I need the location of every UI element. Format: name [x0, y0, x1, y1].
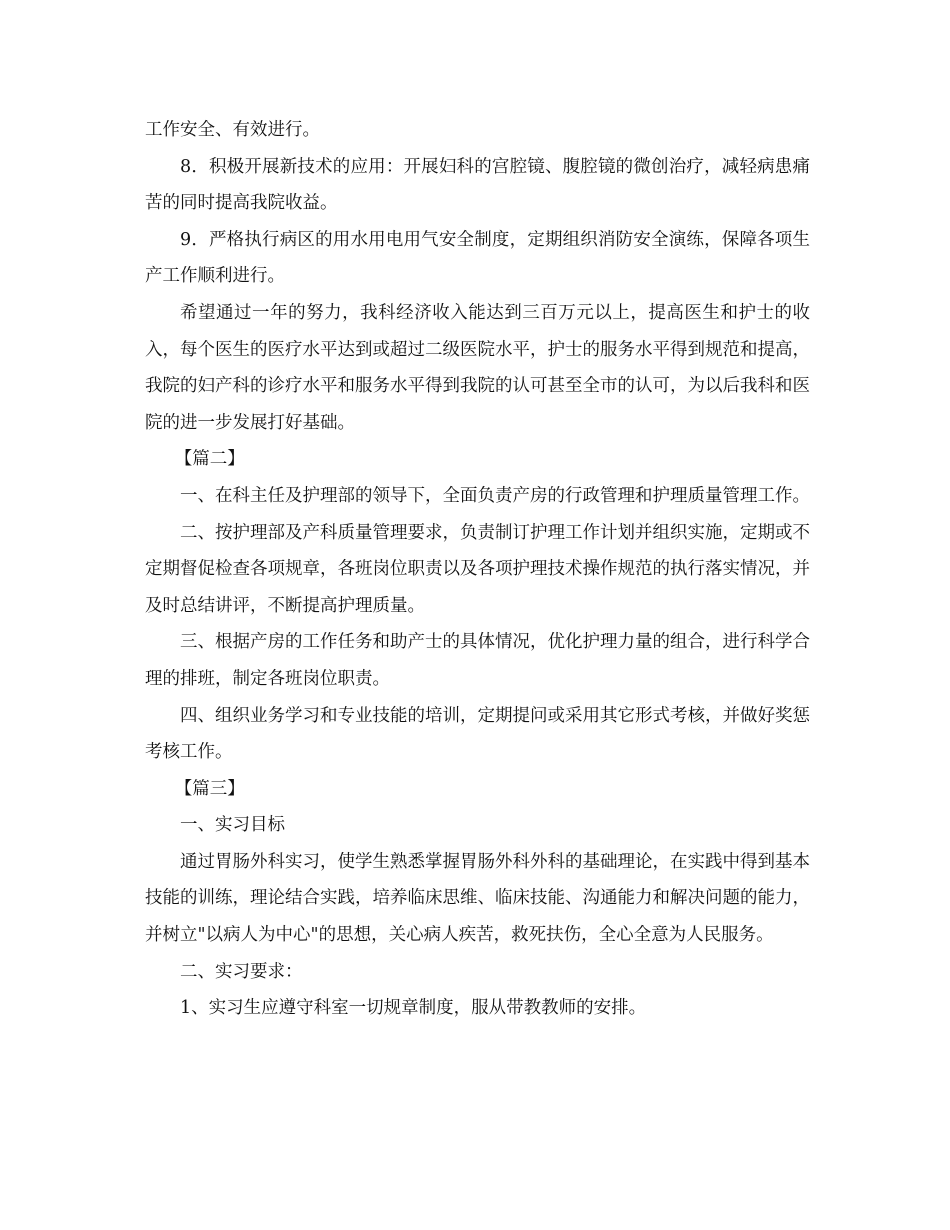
- document-body: [145, 112, 810, 1027]
- paragraph-internship-goal: 通过胃肠外科实习，使学生熟悉掌握胃肠外科外科的基础理论，在实践中得到基本技能的训练，理论结合实践，培养临床思维、临床技能、沟通能力和解决问题的能力，并树立"以病人为中心"的思想，关心病人疾苦，救死扶伤，全心全意为人民服务。: [145, 851, 810, 946]
- paragraph-duty-three: 三、根据产房的工作任务和助产士的具体情况，优化护理力量的组合，进行科学合理的排班，制定各班岗位职责。: [145, 632, 810, 689]
- paragraph-item-8: 8．积极开展新技术的应用：开展妇科的宫腔镜、腹腔镜的微创治疗，减轻病患痛苦的同时提高我院收益。: [145, 156, 810, 214]
- subheading-internship-requirements: 二、实习要求：: [180, 961, 303, 982]
- paragraph-duty-four: 四、组织业务学习和专业技能的培训，定期提问或采用其它形式考核，并做好奖惩考核工作。: [145, 705, 810, 763]
- paragraph-duty-two: 二、按护理部及产科质量管理要求，负责制订护理工作计划并组织实施，定期或不定期督促检查各项规章，各班岗位职责以及各项护理技术操作规范的执行落实情况，并及时总结讲评，不断提高护理质量。: [145, 522, 810, 616]
- subheading-internship-goal: 一、实习目标: [180, 815, 285, 836]
- paragraph-conclusion: 希望通过一年的努力，我科经济收入能达到三百万元以上，提高医生和护士的收入，每个医生的医疗水平达到或超过二级医院水平，护士的服务水平得到规范和提高，我院的妇产科的诊疗水平和服务水平得到我院的认可甚至全市的认可，为以后我科和医院的进一步发展打好基础。: [145, 302, 810, 433]
- paragraph-item-9: 9．严格执行病区的用水用电用气安全制度，定期组织消防安全演练，保障各项生产工作顺利进行。: [145, 229, 810, 287]
- paragraph-requirement-one: 1、实习生应遵守科室一切规章制度，服从带教教师的安排。: [180, 998, 647, 1019]
- section-heading-part-three: 【篇三】: [174, 778, 245, 799]
- paragraph-duty-one: 一、在科主任及护理部的领导下，全面负责产房的行政管理和护理质量管理工作。: [180, 485, 810, 506]
- section-heading-part-two: 【篇二】: [174, 449, 245, 470]
- paragraph-continuation: 工作安全、有效进行。: [145, 120, 320, 140]
